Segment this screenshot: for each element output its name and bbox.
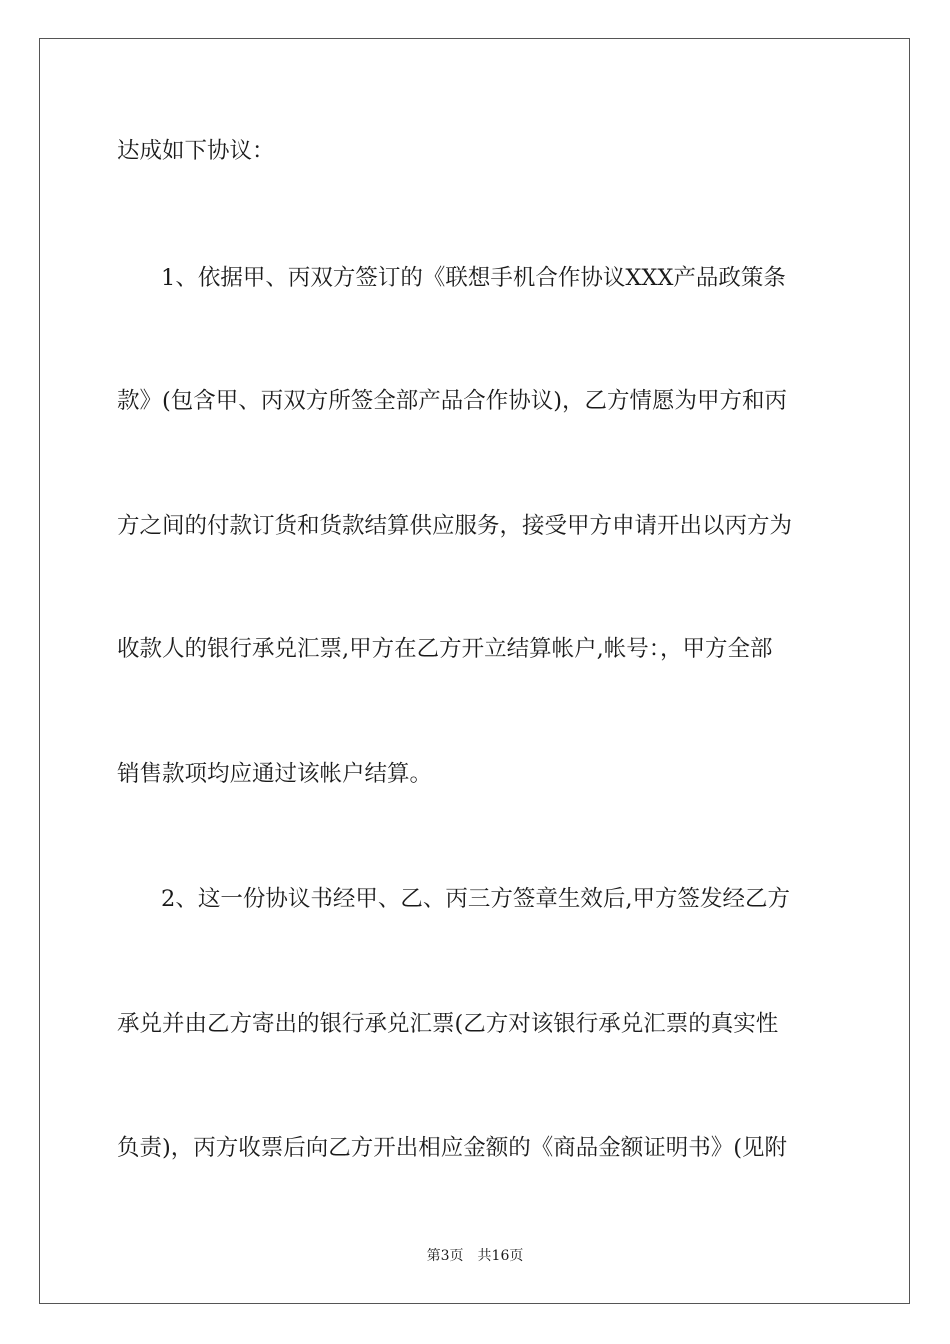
page-total: 共16页 — [477, 1248, 524, 1264]
page-footer — [0, 1247, 950, 1265]
text-line-clause-2-start: 2、这一份协议书经甲、乙、丙三方签章生效后,甲方签发经乙方 — [161, 886, 790, 912]
text-line: 销售款项均应通过该帐户结算。 — [117, 761, 433, 787]
text-line: 款》(包含甲、丙双方所签全部产品合作协议)，乙方情愿为甲方和丙 — [117, 388, 788, 414]
text-line: 承兑并由乙方寄出的银行承兑汇票(乙方对该银行承兑汇票的真实性 — [117, 1011, 779, 1037]
text-line-clause-1-start: 1、依据甲、丙双方签订的《联想手机合作协议XXX产品政策条 — [161, 265, 786, 291]
text-line: 收款人的银行承兑汇票,甲方在乙方开立结算帐户,帐号：，甲方全部 — [117, 636, 773, 662]
text-line: 方之间的付款订货和货款结算供应服务，接受甲方申请开出以丙方为 — [117, 513, 793, 539]
text-line-intro: 达成如下协议： — [117, 138, 275, 164]
text-line: 负责)，丙方收票后向乙方开出相应金额的《商品金额证明书》(见附 — [117, 1135, 788, 1161]
page-number: 第3页 — [426, 1248, 464, 1264]
page-border — [39, 38, 910, 1304]
